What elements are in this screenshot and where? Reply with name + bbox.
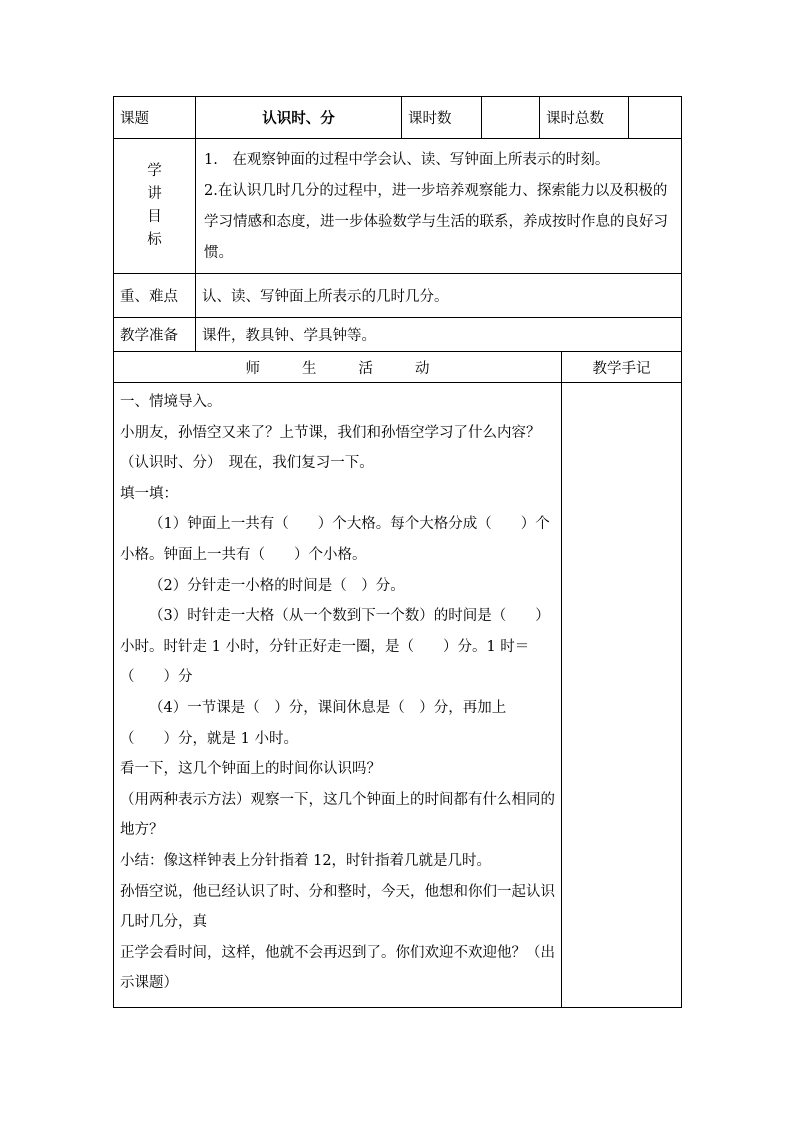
difficulty-row xyxy=(114,274,682,318)
activity-body-row xyxy=(114,383,682,1008)
difficulty-text: 认、读、写钟面上所表示的几时几分。 xyxy=(196,274,682,318)
activity-line: 小朋友，孙悟空又来了？上节课，我们和孙悟空学习了什么内容？（认识时、分） 现在，我们复习一下。 xyxy=(120,424,541,472)
prep-text: 课件，教具钟、学具钟等。 xyxy=(196,318,682,352)
activity-line: 小结：像这样钟表上分针指着 12，时针指着几就是几时。 xyxy=(120,852,492,869)
lesson-plan-table xyxy=(113,96,682,1008)
hours-value xyxy=(482,97,540,139)
activity-header-row xyxy=(114,352,682,383)
goals-row xyxy=(114,139,682,274)
activity-line: （用两种表示方法）观察一下，这几个钟面上的时间都有什么相同的地方？ xyxy=(120,791,555,839)
activity-header-char: 动 xyxy=(415,360,430,377)
goals-label-char: 讲 xyxy=(147,186,162,202)
goals-label-char: 目 xyxy=(147,209,162,225)
activity-header-char: 师 xyxy=(245,360,260,377)
activity-line: 孙悟空说，他已经认识了时、分和整时，今天，他想和你们一起认识几时几分，真 xyxy=(120,883,555,931)
activity-line: 一、情境导入。 xyxy=(120,394,222,410)
hours-label: 课时数 xyxy=(402,97,482,139)
goal-line: 2.在认识几时几分的过程中，进一步培养观察能力、探索能力以及积极的学习情感和态度，进一步体验数学与生活的联系，养成按时作息的良好习惯。 xyxy=(204,183,668,261)
activity-line: （3）时针走一大格（从一个数到下一个数）的时间是（ ）小时。时针走 1 小时，分针正好走一圈，是（ ）分。1 时＝（ ）分 xyxy=(120,608,550,686)
topic-label: 课题 xyxy=(114,97,196,139)
total-hours-label: 课时总数 xyxy=(540,97,629,139)
goals-label-char: 标 xyxy=(147,232,162,248)
total-hours-value xyxy=(629,97,682,139)
activity-line: 填一填： xyxy=(120,485,178,502)
prep-label: 教学准备 xyxy=(114,318,196,352)
difficulty-label: 重、难点 xyxy=(114,274,196,318)
activity-header xyxy=(114,352,562,383)
activity-line: （4）一节课是（ ）分，课间休息是（ ）分，再加上（ ）分，就是 1 小时。 xyxy=(120,699,507,747)
activity-line: 看一下，这几个钟面上的时间你认识吗？ xyxy=(120,761,381,778)
goal-line: 1. 在观察钟面的过程中学会认、读、写钟面上所表示的时刻。 xyxy=(204,152,610,168)
activity-header-char: 生 xyxy=(302,360,317,377)
activity-content xyxy=(114,383,562,1008)
prep-row xyxy=(114,318,682,352)
notes-column xyxy=(562,383,682,1008)
topic-value: 认识时、分 xyxy=(196,97,402,139)
header-row xyxy=(114,97,682,139)
activity-line: 正学会看时间，这样，他就不会再迟到了。你们欢迎不欢迎他？（出示课题） xyxy=(120,944,555,992)
activity-header-char: 活 xyxy=(358,360,373,377)
goals-label xyxy=(114,139,196,274)
goals-label-char: 学 xyxy=(147,163,162,179)
activity-line: （1）钟面上一共有（ ）个大格。每个大格分成（ ）个小格。钟面上一共有（ ）个小格。 xyxy=(120,516,550,563)
activity-line: （2）分针走一小格的时间是（ ）分。 xyxy=(149,577,405,594)
goals-text xyxy=(196,139,682,274)
notes-header: 教学手记 xyxy=(562,352,682,383)
